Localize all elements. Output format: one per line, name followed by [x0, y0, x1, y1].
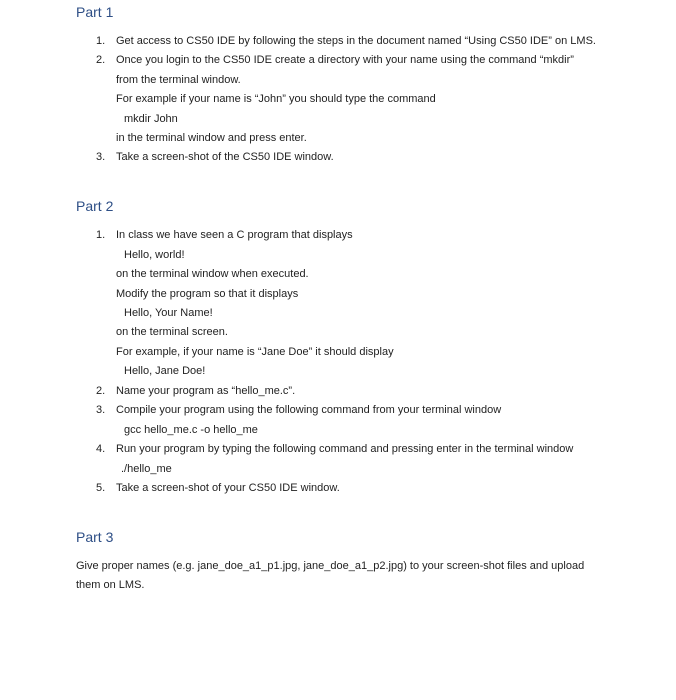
- list-item-text: Compile your program using the following command from your terminal window: [116, 404, 502, 416]
- command-text: ./hello_me: [121, 463, 172, 475]
- list-number: 2.: [96, 54, 106, 66]
- list-number: 2.: [96, 385, 106, 397]
- list-item-text: from the terminal window.: [116, 74, 241, 86]
- list-item-text: Run your program by typing the following command and pressing enter in the terminal window: [116, 443, 574, 455]
- list-item-text: Take a screen-shot of your CS50 IDE window.: [116, 482, 340, 494]
- paragraph-line: Give proper names (e.g. jane_doe_a1_p1.jpg, jane_doe_a1_p2.jpg) to your screen-shot files and upload: [76, 560, 585, 572]
- output-text: Hello, Jane Doe!: [124, 365, 206, 377]
- list-number: 1.: [96, 229, 106, 241]
- output-text: Hello, Your Name!: [124, 307, 213, 319]
- list-item-text: on the terminal screen.: [116, 326, 228, 338]
- list-item-text: in the terminal window and press enter.: [116, 132, 307, 144]
- list-number: 3.: [96, 151, 106, 163]
- part-1-heading: Part 1: [76, 4, 114, 20]
- list-item-text: Take a screen-shot of the CS50 IDE window.: [116, 151, 334, 163]
- list-item-text: Get access to CS50 IDE by following the steps in the document named “Using CS50 IDE” on LMS.: [116, 35, 596, 47]
- output-text: Hello, world!: [124, 249, 185, 261]
- list-item-text: Name your program as “hello_me.c”.: [116, 385, 296, 397]
- part-3-heading: Part 3: [76, 529, 114, 545]
- list-item-text: For example, if your name is “Jane Doe” it should display: [116, 346, 394, 358]
- command-text: mkdir John: [124, 113, 178, 125]
- list-item-text: For example if your name is “John” you should type the command: [116, 93, 436, 105]
- list-number: 1.: [96, 35, 106, 47]
- command-text: gcc hello_me.c -o hello_me: [124, 424, 258, 436]
- part-2-heading: Part 2: [76, 198, 114, 214]
- list-number: 5.: [96, 482, 106, 494]
- list-number: 3.: [96, 404, 106, 416]
- list-item-text: Modify the program so that it displays: [116, 288, 299, 300]
- list-number: 4.: [96, 443, 106, 455]
- paragraph-line: them on LMS.: [76, 579, 145, 591]
- list-item-text: on the terminal window when executed.: [116, 268, 309, 280]
- list-item-text: Once you login to the CS50 IDE create a directory with your name using the command “mkdir”: [116, 54, 574, 66]
- list-item-text: In class we have seen a C program that displays: [116, 229, 353, 241]
